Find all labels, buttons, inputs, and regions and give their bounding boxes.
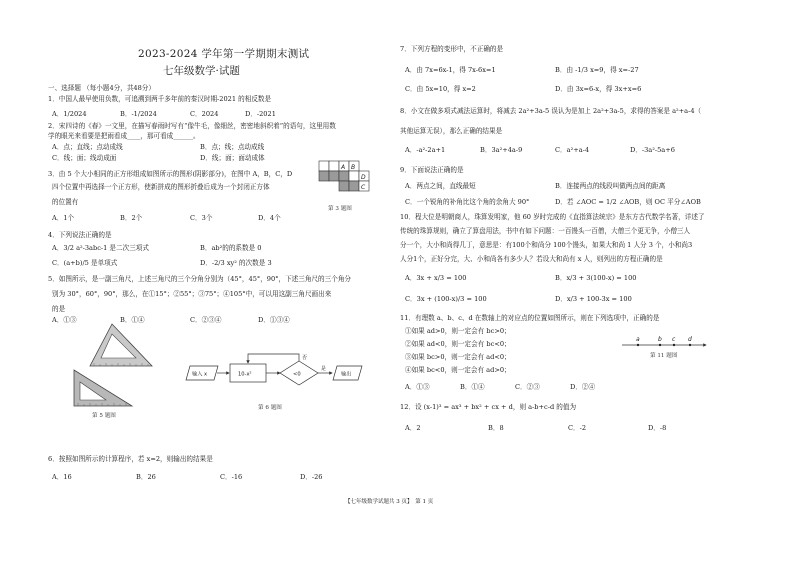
q5-set-squares-figure xyxy=(70,322,170,410)
q1-stem: 1．中国人最早使用负数，可追溯到两千多年前的秦汉时期-2021 的相反数是 xyxy=(48,95,272,103)
q11-option-c: C．②③ xyxy=(515,383,540,391)
q6-flowchart xyxy=(182,350,372,394)
q1-option-b: B．-1/2024 xyxy=(120,110,157,118)
q9-option-b: B．连接两点的线段叫做两点间的距离 xyxy=(555,182,666,190)
q3-stem-line2: 四个位置中再选择一个正方形，使新拼成的图形折叠后成为一个封闭正方体 xyxy=(52,183,270,191)
q12-option-d: D．-8 xyxy=(648,424,667,432)
q7-option-c: C．由 5x=10，得 x=2 xyxy=(405,85,476,93)
q5-option-c: C．②③④ xyxy=(190,316,222,324)
q3-label-a: A xyxy=(341,164,346,171)
q6-calc-label: 10-x² xyxy=(238,371,252,378)
q12-option-c: C．-2 xyxy=(568,424,587,432)
q8-stem-line2: 其他运算无误），那么正确的结果是 xyxy=(400,127,503,135)
q3-label-c: C xyxy=(361,184,366,191)
q1-option-a: A．1/2024 xyxy=(52,110,87,118)
q11-point-c: c xyxy=(672,336,676,343)
q10-option-a: A．3x + x/3 = 100 xyxy=(405,274,467,282)
q11-statement-3: ③如果 bc>0，则一定会有 ad<0； xyxy=(405,353,511,361)
q10-stem-line4: 人分1个，正好分完，大、小和尚各有多少人？若设大和尚有 x 人，则列出的方程正确的是 xyxy=(400,255,663,263)
q6-yes-label: 是 xyxy=(321,366,327,372)
q6-option-a: A．16 xyxy=(52,473,72,481)
q3-option-b: B．2个 xyxy=(120,214,143,222)
q11-option-a: A．①③ xyxy=(405,383,430,391)
q12-stem: 12．设 (x-1)³ = ax³ + bx² + cx + d，则 a-b+c-d 的值为 xyxy=(400,403,577,411)
q11-statement-1: ①如果 ad>0，则一定会有 bc>0； xyxy=(405,327,511,335)
q12-option-b: B．8 xyxy=(488,424,504,432)
q3-option-a: A．1个 xyxy=(52,214,75,222)
q3-label-d: D xyxy=(361,174,366,181)
q3-caption: 第 3 题图 xyxy=(328,206,352,212)
q3-option-d: D．4个 xyxy=(258,214,281,222)
q6-no-label: 否 xyxy=(302,355,308,361)
q11-statement-4: ④如果 bc<0，则一定会有 ad>0； xyxy=(405,366,511,374)
q2-option-c: C．线；面；线动成面 xyxy=(52,154,117,162)
q10-option-d: D．x/3 + 100-3x = 100 xyxy=(555,295,632,303)
q6-stem: 6．按照如图所示的计算程序，若 x=2，则输出的结果是 xyxy=(48,455,213,463)
q10-stem-line1: 10．程大位是明朝商人，珠算发明家，他 60 岁时完成的《直指算法统宗》是东方古代数学名著，详述了 xyxy=(400,213,705,221)
q9-option-c: C．一个锐角的补角比这个角的余角大 90° xyxy=(405,198,530,206)
q11-stem: 11．有理数 a、b、c、d 在数轴上的对应点的位置如图所示，则在下列选项中，正确的是 xyxy=(400,314,660,322)
q11-number-line xyxy=(620,334,710,350)
q5-stem-line3: 的是 xyxy=(52,305,66,313)
q6-output-label: 输出 xyxy=(341,371,352,378)
q5-stem-line2: 别为 30°，60°，90°，那么，在①15°；②55°；③75°；④105°中，可以用这副三角尺画出来 xyxy=(52,290,332,298)
q3-label-b: B xyxy=(351,164,356,171)
section-heading: 一、选择题 （每小题4分，共48分） xyxy=(48,84,155,92)
q7-stem: 7．下列方程的变形中，不正确的是 xyxy=(400,45,504,53)
q8-option-b: B．3a²+4a-9 xyxy=(480,146,523,154)
q6-condition-label: <0 xyxy=(293,371,301,378)
q3-square-grid-figure xyxy=(318,160,380,200)
q6-option-d: D．-26 xyxy=(300,473,323,481)
q9-option-a: A．两点之间，直线最短 xyxy=(405,182,476,190)
q8-option-a: A．-a²-2a+1 xyxy=(405,146,446,154)
page-footer: 【七年级数学试题共 3 页】 第 1 页 xyxy=(345,499,434,505)
q6-caption: 第 6 题图 xyxy=(258,405,282,411)
q5-stem-line1: 5．如图所示，是一副三角尺，上述三角尺的三个分角分别为（45°，45°，90°，下述三角尺的三个角分 xyxy=(48,275,352,283)
q11-caption: 第 11 题图 xyxy=(650,353,678,359)
q5-caption: 第 5 题图 xyxy=(92,413,116,419)
q1-option-d: D．-2021 xyxy=(245,110,276,118)
q6-input-label: 输入 x xyxy=(192,371,208,378)
q11-point-b: b xyxy=(658,336,662,343)
q1-option-c: C．2024 xyxy=(190,110,219,118)
q2-option-a: A．点；直线；点动成线 xyxy=(52,143,123,151)
exam-subtitle: 七年级数学·试题 xyxy=(163,65,240,77)
q11-option-b: B．①④ xyxy=(460,383,485,391)
q4-stem: 4．下列说法正确的是 xyxy=(48,231,112,239)
q2-option-b: B．点；线；点动成线 xyxy=(200,143,265,151)
q3-stem-line3: 的位置有 xyxy=(52,198,79,206)
q4-option-c: C．(a+b)/5 是单项式 xyxy=(52,259,118,267)
q2-stem-line1: 2．宋四诗的《春》一文里，在描写春雨时写有“像牛毛，像细丝，密密地斜织着”的语句，这里用数 xyxy=(48,122,336,130)
q11-point-a: a xyxy=(636,336,640,343)
q3-stem-line1: 3．由 5 个大小相同的正方形组成如图所示的图形(阴影部分)，在图中 A，B，C，D xyxy=(48,170,293,178)
q11-point-d: d xyxy=(688,336,692,343)
q7-option-b: B．由 -1/3 x=9，得 x=-27 xyxy=(555,66,639,74)
q2-option-d: D．线；面；面动成体 xyxy=(200,154,265,162)
q11-option-d: D．②④ xyxy=(570,383,596,391)
q9-stem: 9．下面说法正确的是 xyxy=(400,166,464,174)
q9-option-d: D．若 ∠AOC = 1/2 ∠AOB，则 OC 平分∠AOB xyxy=(555,198,701,206)
q12-option-a: A．2 xyxy=(405,424,421,432)
q11-statement-2: ②如果 ad<0，则一定会有 bc<0； xyxy=(405,340,511,348)
q6-option-b: B．26 xyxy=(136,473,156,481)
q2-stem-line2: 学的眼光来看要是把雨看成____，那可看成______。 xyxy=(48,132,200,140)
q4-option-a: A．3/2 a²-3abc-1 是二次三项式 xyxy=(52,244,149,252)
q4-option-b: B．ab²的的系数是 0 xyxy=(200,244,262,252)
q10-stem-line2: 传统的珠算规则，确立了算盘用法，书中有如下问题：一百馒头一百僧，大僧三个更无争，小僧三人 xyxy=(400,227,691,235)
exam-title: 2023-2024 学年第一学期期末测试 xyxy=(138,48,310,60)
q10-stem-line3: 分一个，大小和尚得几丁，意思是：有100个和尚分 100个馒头，如果大和尚 1 人分 3 个，小和尚3 xyxy=(400,241,693,249)
q5-option-d: D．①③④ xyxy=(258,316,290,324)
q7-option-a: A．由 7x=6x-1，得 7x-6x=1 xyxy=(405,66,496,74)
q6-option-c: C．-16 xyxy=(220,473,243,481)
q7-option-d: D．由 3x=6-x，得 3x+x=6 xyxy=(555,85,642,93)
q4-option-d: D．-2/3 xy² 的次数是 3 xyxy=(200,259,272,267)
q8-option-c: C．a²+a-4 xyxy=(555,146,590,154)
q5-option-a: A．①③ xyxy=(52,316,77,324)
q8-stem-line1: 8．小文在做多项式减法运算时，将减去 2a²+3a-5 误认为是加上 2a²+3a-5，求得的答案是 a²+a-4（ xyxy=(400,107,702,115)
q5-option-b: B．①④ xyxy=(120,316,145,324)
q8-option-d: D．-3a²-5a+6 xyxy=(630,146,675,154)
q10-option-c: C．3x + (100-x)/3 = 100 xyxy=(405,295,487,303)
q3-option-c: C．3个 xyxy=(190,214,213,222)
q10-option-b: B．x/3 + 3(100-x) = 100 xyxy=(555,274,637,282)
